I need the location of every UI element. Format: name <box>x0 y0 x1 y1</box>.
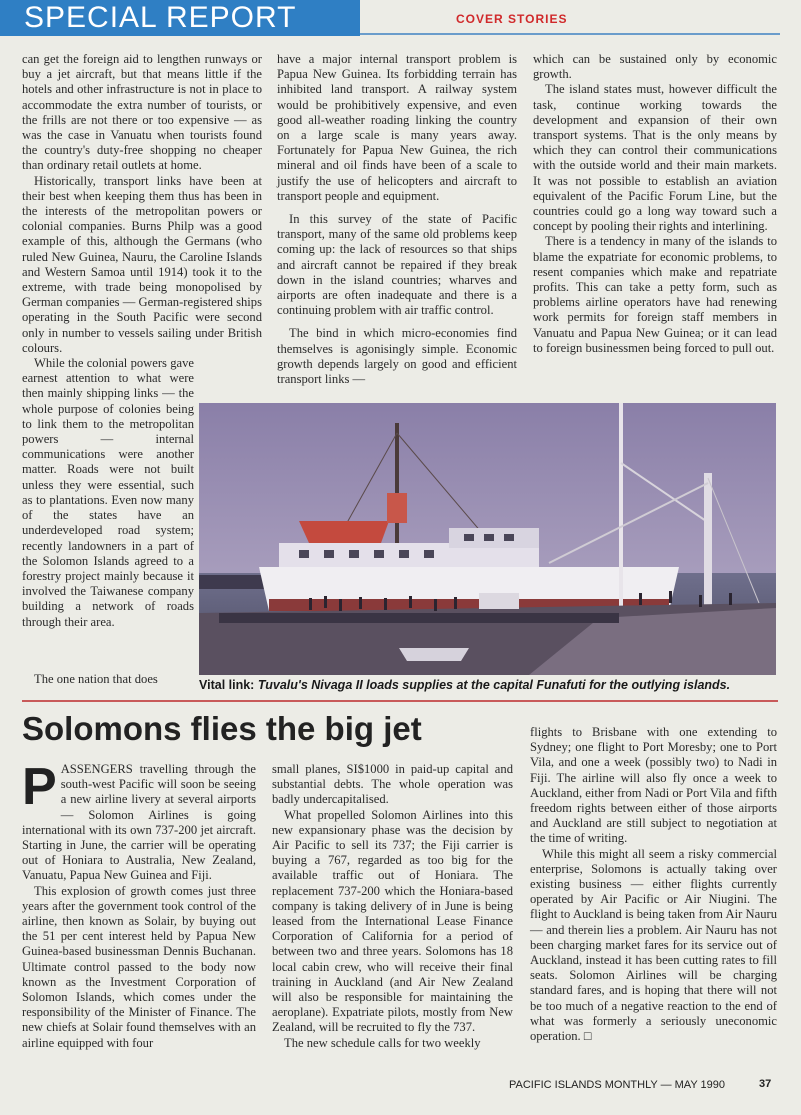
page-number: 37 <box>759 1078 772 1090</box>
paragraph: This explosion of growth comes just three years after the government took control of the airline, then known as Solair, by buying out the 51 per cent interest held by Papua New Guinea-based businessman Dennis Buchanan. Ultimate control passed to the body now known as the Investment Corporation of Solomon Islands, which comes under the responsibility of the Minister of Finance. The new chiefs at Solair found themselves with an airline equipped with four <box>22 883 256 1050</box>
category-label: COVER STORIES <box>456 12 568 26</box>
paragraph: The one nation that does <box>34 672 158 686</box>
article2-headline: Solomons flies the big jet <box>22 710 422 747</box>
header-rule <box>360 33 780 35</box>
article2-column2 <box>272 762 513 1051</box>
article2-column3 <box>530 725 777 1044</box>
paragraph: can get the foreign aid to lengthen runways or buy a jet aircraft, but that means little if the hotels and other infrastructure is not in place to accommodate the extra number of tourists, or the frills are not there or too expensive — as was the case in Vanuatu when tourists found the country's duty-free shopping no cheaper than ordinary retail outlets at home. <box>22 52 262 173</box>
paragraph: have a major internal transport problem is Papua New Guinea. Its forbidding terrain has inhibited land transport. A railway system would be prohibitively expensive, and even good all-weather roading linking the country on a large scale is many years away. Fortunately for Papua New Guinea, the rich mineral and oil finds have been of a scale to justify the use of helicopters and aircraft to transport people and equipment. <box>277 52 517 203</box>
section-banner: SPECIAL REPORT <box>0 0 360 36</box>
paragraph: The bind in which micro-economies find themselves is agonisingly simple. Economic growth depends largely on good and efficient transport links — <box>277 326 517 387</box>
article1-column3 <box>533 52 777 356</box>
drop-cap: P <box>22 758 57 816</box>
photo-caption <box>199 678 779 692</box>
paragraph: small planes, SI$1000 in paid-up capital and substantial debts. The whole operation was badly undercapitalised. <box>272 762 513 807</box>
ship-illustration <box>199 403 776 675</box>
ship-photo <box>199 403 776 675</box>
article-divider <box>22 700 778 702</box>
paragraph: which can be sustained only by economic growth. <box>533 52 777 82</box>
publication-footer: PACIFIC ISLANDS MONTHLY — MAY 1990 <box>509 1079 725 1091</box>
paragraph: There is a tendency in many of the islands to blame the expatriate for economic problems, to resent companies which make and repatriate profits. This can take a petty form, such as problems airline operators have had renewing work permits for foreign staff members in Vanuatu and Papua New Guinea; or it can lead to foreign businessmen being forced to pull out. <box>533 234 777 355</box>
caption-text: Tuvalu's Nivaga II loads supplies at the capital Funafuti for the outlying islands. <box>257 678 731 692</box>
paragraph: Historically, transport links have been at their best when keeping them thus has been in the interests of the metropolitan powers or colonial companies. Burns Philp was a good example of this, although the Germans (who ruled New Guinea, Nauru, the Caroline Islands and Western Samoa until 1914) took it to the extreme, with trade being monopolised by German companies — German-registered ships operating in the South Pacific were second only in number to vessels sailing under British colours. <box>22 173 262 355</box>
end-mark: □ <box>583 1029 592 1044</box>
paragraph: In this survey of the state of Pacific transport, many of the same old problems keep coming up: the lack of resources so that ships and aircraft cannot be repaired if they break down in the island countries; wharves and airports are often inadequate and there is a continuing problem with air traffic control. <box>277 212 517 318</box>
paragraph: While this might all seem a risky commercial enterprise, Solomons is actually taking over existing business — either flights currently operated by Air Pacific or Air Niugini. The flight to Auckland is being taken from Air Nauru — and therein lies a problem. Air Nauru has not been charging market fares for its service out of Auckland, instead it has been cutting rates to fill seats. Solomon Airlines will be charging standard fares, and is hoping that there will not be too much of a negative reaction to the end of what was formerly a seriously uneconomic operation. □ <box>530 846 777 1044</box>
paragraph: The new schedule calls for two weekly <box>284 1035 481 1050</box>
paragraph: The island states must, however difficult the task, continue working towards the development and expansion of their own transport systems. That is the only means by which they can control their communications with the outside world and their main markets. It was not possible to establish an aviation equivalent of the Pacific Forum Line, but the countries could go a long way toward such a concept by pooling their rights and interlining. <box>533 82 777 234</box>
caption-lead: Vital link: <box>199 678 255 692</box>
article1-column1-end <box>22 672 194 687</box>
paragraph: PASSENGERS travelling through the south-west Pacific will soon be seeing a new airline livery at several airports — Solomon Airlines is going international with its own 737-200 jet aircraft. Starting in June, the carrier will be operating out of Honiara to Australia, New Zealand, Vanuatu, Papua New Guinea and Fiji. <box>22 758 256 883</box>
paragraph: What propelled Solomon Airlines into this new expansionary phase was the decision by Air Pacific to sell its 737; the Fiji carrier is buying a 767, regarded as too big for the available traffic out of Honiara. The replacement 737-200 which the Honiara-based company is taking delivery of in June is being leased from the International Lease Finance Corporation of California for a period of between two and three years. Solomons has 18 local cabin crew, who will receive their final training in Auckland (and Air New Zealand will also be responsible for maintaining the aeroplane). Expatriate pilots, mostly from New Zealand, will be recruited to fly the 737. <box>272 807 513 1035</box>
paragraph: While the colonial powers gave earnest attention to what were then mainly shipping links — the whole purpose of colonies being to link them to the metropolitan powers — internal communications were another matter. Roads were not built unless they were essential, such as to plantations. Even now many of the states have an underdeveloped road system; recently landowners in a part of the Solomon Islands agreed to a forestry project mainly because it involved the Taiwanese company building a network of roads through their area. <box>22 356 194 629</box>
article1-column2 <box>277 52 517 387</box>
article2-column1 <box>22 758 256 1051</box>
paragraph: flights to Brisbane with one extending to Sydney; one flight to Port Moresby; one to Port Vila, and one a week (possibly two) to Nadi in Fiji. The airline will also fly once a week to Auckland, either from Nadi or Port Vila and fifth freedom rights between either of those airports and Auckland are still subject to negotiation at the time of writing. <box>530 725 777 846</box>
